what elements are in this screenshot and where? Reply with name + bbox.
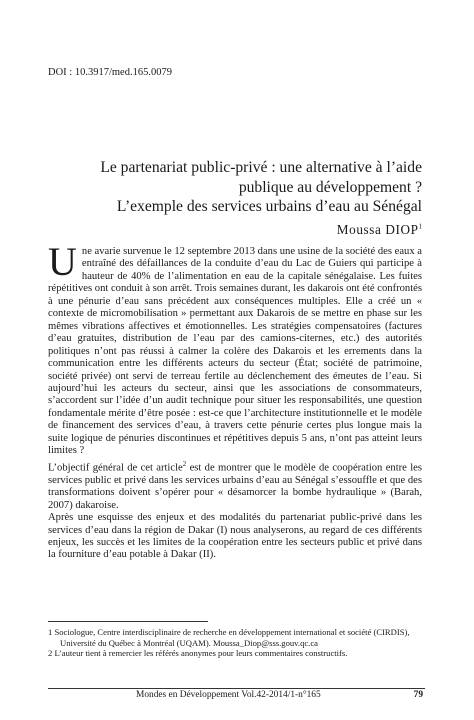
- drop-cap: U: [48, 239, 77, 284]
- paragraph-text: ne avarie survenue le 12 septembre 2013 dans une usine de la société des eaux a entraîné des défaillances de la conduite d’eau du Lac de Guiers qui participe à hauteur de 40% de l’alimentation en eau de la capitale sénégalaise. Les fuites répétitives ont conduit à son arrêt. Trois semaines durant, les dakarois ont été confrontés à une pénurie d’eau sans précédent aux conséquences multiples. Elle a créé un « contexte de micromobilisation » permettant aux Dakarois de se mettre en phase sur les mêmes vibrations affectives et émotionnelles. Les stratégies compensatoires (factures d’eau gratuites, distribution de l’eau par des camions-citernes, etc.) des autorités politiques n’ont pas réussi à calmer la colère des Dakarois et les errements dans la communication entre les différents acteurs du secteur (État; société de patrimoine, société privée) ont servi de terreau fertile au déclenchement des émeutes de l’eau. Si aujourd’hui les acteurs du secteur, ainsi que les associations de consommateurs, s’accordent sur l’idée d’un audit technique pour situer les responsabilités, une question fondamentale mérite d’être posée : est-ce que l’architecture institutionnelle et le modèle de financement des services d’eau, à travers cette pénurie certes plus longue mais la suite logique de pénuries discontinues et répétitives depuis 5 ans, n’ont pas atteint leurs limites ?: [48, 246, 422, 457]
- footer-divider: [48, 688, 425, 689]
- author-name-text: Moussa DIOP: [336, 222, 419, 237]
- doi-line: DOI : 10.3917/med.165.0079: [48, 67, 172, 78]
- paragraph: [48, 458, 422, 512]
- footnotes: [48, 627, 422, 659]
- article-title: [42, 158, 422, 217]
- title-line: L’exemple des services urbains d’eau au Sénégal: [116, 198, 422, 215]
- article-body: [48, 239, 422, 562]
- title-line: publique au développement ?: [238, 178, 422, 196]
- footnote: 1 Sociologue, Centre interdisciplinaire de recherche en développement international et société (CIRDIS), Université du Québec à Montréal (UQAM). Moussa_Diop@sss.gouv.qc.ca: [48, 627, 410, 648]
- journal-name: Mondes en Développement Vol.42-2014/1-n°165: [136, 690, 321, 700]
- paragraph: [48, 239, 422, 458]
- paragraph-text: L’objectif général de cet article: [48, 462, 183, 474]
- paragraph: [48, 512, 422, 562]
- page-number: 79: [413, 690, 423, 700]
- footnote-marker: 1: [418, 222, 422, 231]
- paragraph-text: Après une esquisse des enjeux et des modalités du partenariat public-privé dans les services d’eau dans la région de Dakar (I) nous analyserons, au regard de ces différents enjeux, les succès et les limites de la coopération entre les secteurs public et privé dans la fourniture d’eau potable à Dakar (II).: [48, 512, 422, 561]
- footnote-marker: 2: [182, 459, 187, 468]
- footnote-divider: [48, 621, 208, 622]
- paragraph-text: est de montrer que le modèle de coopération entre les services public et privé dans les services urbains d’eau au Sénégal s’essouffle et que des transformations doivent s’opérer pour « désamorcer la bombe hydraulique » (Barah, 2007) dakaroise.: [48, 462, 422, 511]
- author-name: [337, 222, 422, 238]
- title-line: Le partenariat public-privé : une alternative à l’aide: [100, 159, 422, 176]
- footnote: 2 L’auteur tient à remercier les référés anonymes pour leurs commentaires constructifs.: [48, 648, 348, 659]
